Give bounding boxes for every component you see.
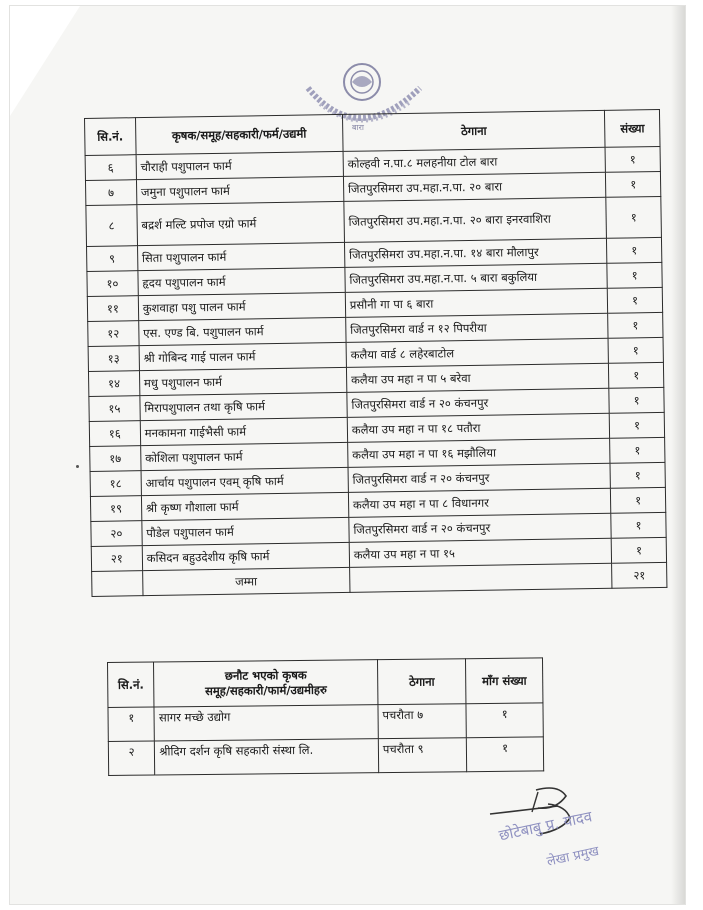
count-cell: १ [606, 171, 661, 197]
serial-number-cell: ६ [85, 155, 136, 181]
address-cell: जितपुरसिमरा उप.महा.न.पा. २० बारा इनरवाशिरा [344, 197, 607, 242]
serial-number-cell: १ [108, 707, 155, 741]
farm-name-cell: कसिदन बहुउदेशीय कृषि फार्म [142, 542, 349, 570]
count-cell: १ [605, 146, 660, 172]
count-cell: १ [608, 337, 663, 363]
count-cell: १ [609, 387, 664, 413]
farm-name-cell: मधु पशुपालन फार्म [139, 367, 346, 395]
selected-farmers-table [107, 657, 544, 776]
address-cell: कलैया उप महा न पा १५ [349, 538, 612, 567]
count-cell: १ [611, 512, 666, 538]
count-cell: १ [610, 462, 665, 488]
address-cell: जितपुरसिमरा उप.महा.न.पा. २० बारा [343, 172, 606, 201]
farm-name-cell: जमुना पशुपालन फार्म [136, 176, 343, 204]
sel-header-serial-number: सि.नं. [108, 662, 155, 707]
selected-table-body [108, 703, 544, 776]
address-cell: कलैया उप महा न पा ८ विधानगर [348, 488, 611, 517]
serial-number-cell: १५ [89, 396, 140, 422]
address-cell: जितपुरसिमरा वार्ड न २० कंचनपुर [347, 388, 610, 417]
farm-name-cell: आर्चाय पशुपालन एवम् कृषि फार्म [141, 467, 348, 495]
address-cell: पचरौता ९ [378, 738, 467, 773]
count-cell: १ [608, 312, 663, 338]
total-label: जम्मा [142, 567, 349, 595]
farm-name-cell: श्री गोबिन्द गाई पालन फार्म [139, 342, 346, 370]
count-cell: १ [610, 437, 665, 463]
serial-number-cell: ९ [87, 246, 138, 272]
farm-name-cell: कोशिला पशुपालन फार्म [140, 442, 347, 470]
sel-header-farmer-group [154, 660, 378, 707]
sel-header-demand-count: माँग संख्या [466, 658, 543, 704]
selected-table-header-row [108, 658, 543, 708]
total-blank-cell [92, 571, 143, 597]
serial-number-cell: १३ [88, 346, 139, 372]
serial-number-cell: २० [91, 521, 142, 547]
serial-number-cell: ७ [85, 180, 136, 206]
serial-number-cell: २१ [91, 546, 142, 572]
count-cell: १ [607, 237, 662, 263]
stray-mark [76, 465, 79, 468]
serial-number-cell: ११ [87, 296, 138, 322]
table-row [108, 703, 543, 742]
address-cell: कलैया उप महा न पा १६ मझौलिया [348, 438, 611, 467]
farm-name-cell: मिरापशुपालन तथा कृषि फार्म [140, 392, 347, 420]
livestock-farm-list-table [84, 109, 667, 597]
address-cell: जितपुरसिमरा उप.महा.न.पा. १४ बारा मौलापुर [344, 238, 607, 267]
farm-name-cell: बद्रर्श मल्टि प्रपोज एग्रो फार्म [137, 201, 345, 245]
farm-name-cell: सिता पशुपालन फार्म [137, 242, 344, 270]
count-cell: १ [611, 537, 666, 563]
count-cell: १ [607, 262, 662, 288]
farm-name-cell: चौराही पशुपालन फार्म [136, 151, 343, 179]
stamp-official-name: छोटेबाबु प्र. यादव [497, 807, 594, 845]
count-cell: १ [606, 196, 661, 238]
farm-name-cell: एस. एण्ड बि. पशुपालन फार्म [138, 317, 345, 345]
serial-number-cell: ८ [86, 205, 137, 247]
header-farmer-group: कृषक/समूह/सहकारी/फर्म/उद्यमी [135, 114, 343, 154]
serial-number-cell: १२ [88, 321, 139, 347]
serial-number-cell: २ [108, 741, 155, 775]
farmer-name-cell: सागर मच्छे उद्योग [154, 705, 378, 741]
address-cell: जितपुरसिमरा वार्ड न २० कंचनपुर [349, 513, 612, 542]
count-cell: १ [608, 287, 663, 313]
serial-number-cell: १० [87, 271, 138, 297]
serial-number-cell: १६ [89, 421, 140, 447]
count-cell: १ [609, 362, 664, 388]
serial-number-cell: १४ [88, 371, 139, 397]
header-serial-number: सि.नं. [85, 118, 136, 156]
address-cell: पचरौता ७ [378, 704, 467, 739]
demand-count-cell: १ [466, 703, 543, 738]
farmer-name-cell: श्रीदिग दर्शन कृषि सहकारी संस्था लि. [155, 739, 379, 775]
header-count: संख्या [605, 109, 660, 147]
address-cell: प्रसौनी गा पा ६ बारा [345, 288, 608, 317]
total-blank-address [349, 563, 612, 592]
address-cell: जितपुरसिमरा वार्ड न २० कंचनपुर [348, 463, 611, 492]
page-edge-shadow [671, 6, 685, 904]
main-table-body [85, 146, 666, 571]
sel-header-name-line1: छनौट भएको कृषक [224, 667, 307, 683]
farm-name-cell: श्री कृष्ण गौशाला फार्म [141, 492, 348, 520]
farm-name-cell: पौडेल पशुपालन फार्म [142, 517, 349, 545]
table-row [108, 737, 543, 776]
serial-number-cell: १७ [90, 446, 141, 472]
serial-number-cell: १९ [90, 496, 141, 522]
total-value: २१ [612, 562, 667, 588]
stamp-official-title: लेखा प्रमुख [545, 843, 601, 870]
count-cell: १ [609, 412, 664, 438]
demand-count-cell: १ [467, 737, 544, 772]
sel-header-address: ठेगाना [377, 659, 466, 705]
address-cell: कलैया वार्ड ८ लहेरबाटोल [346, 338, 609, 367]
address-cell: कोल्हवी न.पा.८ मलहनीया टोल बारा [343, 147, 606, 176]
address-cell: जितपुरसिमरा वार्ड न १२ पिपरीया [346, 313, 609, 342]
folded-corner [10, 6, 80, 116]
count-cell: १ [611, 487, 666, 513]
seal-caption: बारा [352, 123, 364, 132]
address-cell: जितपुरसिमरा उप.महा.न.पा. ५ बारा बकुलिया [345, 263, 608, 292]
farm-name-cell: हृदय पशुपालन फार्म [138, 267, 345, 295]
farm-name-cell: मनकामना गाईभैसी फार्म [140, 417, 347, 445]
header-address: ठेगाना [342, 110, 605, 151]
farm-name-cell: कुशवाहा पशु पालन फार्म [138, 292, 345, 320]
address-cell: कलैया उप महा न पा १८ पतौरा [347, 413, 610, 442]
sel-header-name-line2: समूह/सहकारी/फार्म/उद्यमीहरु [204, 682, 327, 698]
serial-number-cell: १८ [90, 471, 141, 497]
address-cell: कलैया उप महा न पा ५ बरेवा [346, 363, 609, 392]
